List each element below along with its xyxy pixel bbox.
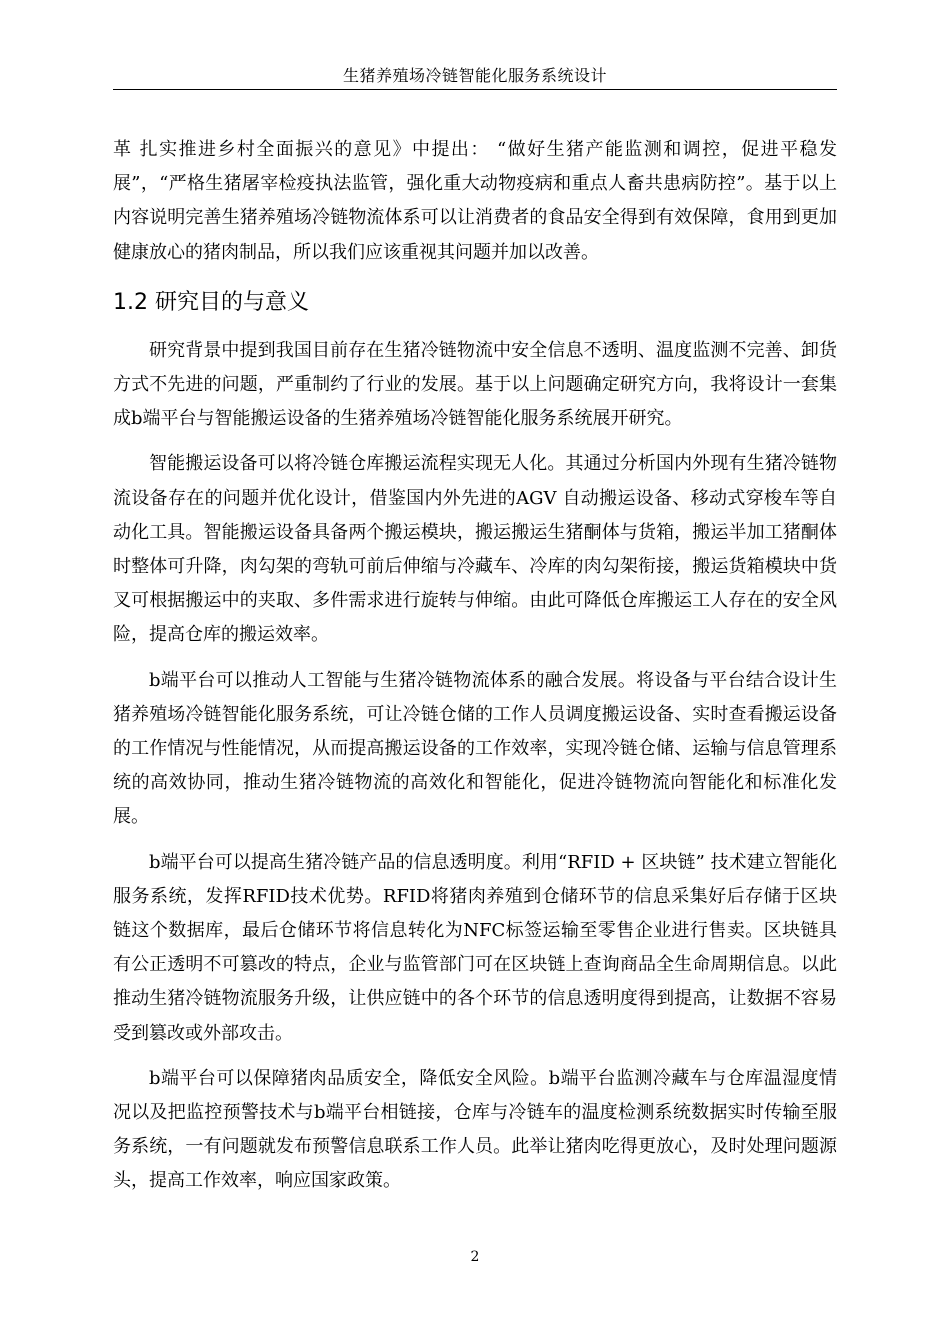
- page-number: 2: [470, 1249, 480, 1265]
- paragraph-ai-integration: b端平台可以推动人工智能与生猪冷链物流体系的融合发展。将设备与平台结合设计生猪养殖场冷链智能化服务系统，可让冷链仓储的工作人员调度搬运设备、实时查看搬运设备的工作情况与性能情况，从而提高搬运设备的工作效率，实现冷链仓储、运输与信息管理系统的高效协同，推动生猪冷链物流的高效化和智能化，促进冷链物流向智能化和标准化发展。: [113, 669, 837, 828]
- running-header-title: 生猪养殖场冷链智能化服务系统设计: [342, 66, 607, 85]
- paragraph-purpose: 研究背景中提到我国目前存在生猪冷链物流中安全信息不透明、温度监测不完善、卸货方式不先进的问题，严重制约了行业的发展。基于以上问题确定研究方向，我将设计一套集成b端平台与智能搬运设备的生猪养殖场冷链智能化服务系统展开研究。: [113, 339, 837, 430]
- paragraph-handling-equipment: 智能搬运设备可以将冷链仓库搬运流程实现无人化。其通过分析国内外现有生猪冷链物流设备存在的问题并优化设计，借鉴国内外先进的AGV 自动搬运设备、移动式穿梭车等自动化工具。智能搬运设备具备两个搬运模块，搬运搬运生猪酮体与货箱，搬运半加工猪酮体时整体可升降，肉勾架的弯轨可前后伸缩与冷藏车、冷库的肉勾架衔接，搬运货箱模块中货叉可根据搬运中的夹取、多件需求进行旋转与伸缩。由此可降低仓库搬运工人存在的安全风险，提高仓库的搬运效率。: [113, 453, 837, 646]
- paragraph-transparency: b端平台可以提高生猪冷链产品的信息透明度。利用“RFID + 区块链” 技术建立智能化服务系统，发挥RFID技术优势。RFID将猪肉养殖到仓储环节的信息采集好后存储于区块链这个数据库，最后仓储环节将信息转化为NFC标签运输至零售企业进行售卖。区块链具有公正透明不可篡改的特点，企业与监管部门可在区块链上查询商品全生命周期信息。以此推动生猪冷链物流服务升级，让供应链中的各个环节的信息透明度得到提高，让数据不容易受到篡改或外部攻击。: [113, 851, 837, 1044]
- paragraph-quality-safety: b端平台可以保障猪肉品质安全，降低安全风险。b端平台监测冷藏车与仓库温湿度情况以及把监控预警技术与b端平台相链接，仓库与冷链车的温度检测系统数据实时传输至服务系统，一有问题就发布预警信息联系工作人员。此举让猪肉吃得更放心，及时处理问题源头，提高工作效率，响应国家政策。: [113, 1067, 837, 1192]
- section-heading: 1.2 研究目的与意义: [113, 289, 309, 315]
- header-divider: [113, 89, 837, 90]
- intro-paragraph: 革 扎实推进乡村全面振兴的意见》中提出： “做好生猪产能监测和调控，促进平稳发展”，“严格生猪屠宰检疫执法监管，强化重大动物疫病和重点人畜共患病防控”。基于以上内容说明完善生猪养殖场冷链物流体系可以让消费者的食品安全得到有效保障，食用到更加健康放心的猪肉制品，所以我们应该重视其问题并加以改善。: [113, 139, 837, 263]
- body-text: [113, 133, 837, 1199]
